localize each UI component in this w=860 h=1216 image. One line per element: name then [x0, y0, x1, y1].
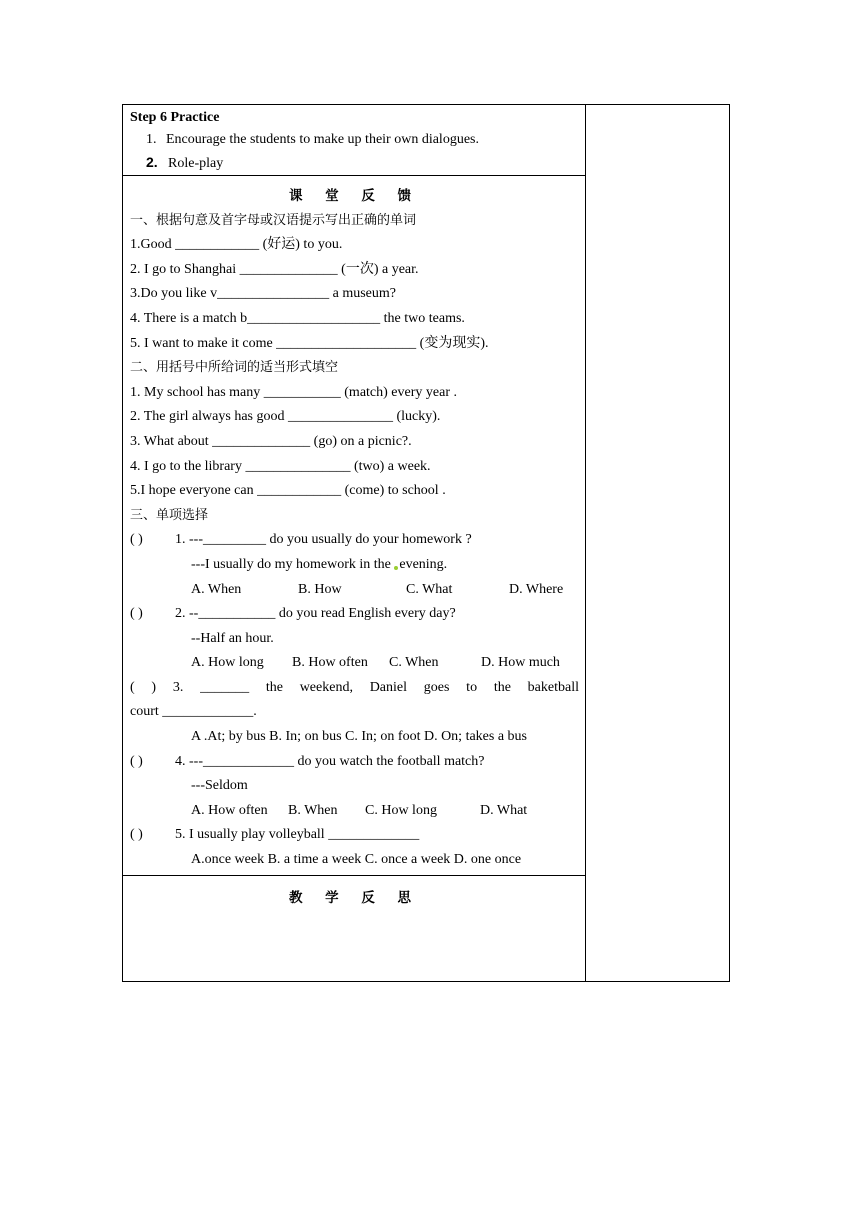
step-cell: [123, 105, 586, 176]
q2-stem: ( ) 2. --___________ do you read English every day?: [130, 606, 456, 622]
part1-item-4: 4. There is a match b___________________ the two teams.: [130, 310, 465, 326]
part2-item-1: 1. My school has many ___________ (match) every year .: [130, 384, 457, 400]
reflection-cell: [123, 875, 586, 981]
part2-title: 二、用括号中所给词的适当形式填空: [130, 360, 339, 376]
part2-item-4: 4. I go to the library _______________ (two) a week.: [130, 458, 431, 474]
q2-options: A. How long B. How often C. When D. How much: [191, 655, 560, 671]
part1-item-5: 5. I want to make it come ____________________ (变为现实).: [130, 335, 489, 351]
q1-stem: ( ) 1. ---_________ do you usually do your homework ?: [130, 532, 472, 548]
part2-item-3: 3. What about ______________ (go) on a picnic?.: [130, 433, 412, 449]
feedback-cell: [123, 176, 586, 876]
q3-stem-line-1: ( ) 3. _______ the weekend, Daniel goes to the baketball: [130, 679, 579, 695]
part1-item-1: 1.Good ____________ (好运) to you.: [130, 237, 343, 253]
step-title: Step 6 Practice: [130, 110, 220, 125]
reflection-heading: 教 学 反 思: [288, 889, 421, 906]
step-item-2: 2. Role-play: [146, 154, 224, 171]
marker-dot-icon: [394, 566, 398, 570]
q5-stem: ( ) 5. I usually play volleyball _____________: [130, 827, 420, 843]
part1-title: 一、根据句意及首字母或汉语提示写出正确的单词: [130, 212, 417, 228]
lesson-plan-table: [122, 104, 730, 982]
part1-item-2: 2. I go to Shanghai ______________ (一次) a year.: [130, 261, 419, 277]
q1-answer: ---I usually do my homework in the evening.: [191, 556, 448, 572]
q5-options: A.once week B. a time a week C. once a week D. one once: [191, 852, 522, 868]
part1-item-3: 3.Do you like v________________ a museum?: [130, 286, 396, 302]
part3-title: 三、单项选择: [130, 507, 209, 523]
side-notes-column: [586, 105, 730, 982]
q4-answer: ---Seldom: [191, 778, 248, 794]
q2-answer: --Half an hour.: [191, 630, 274, 646]
step-item-1: 1. Encourage the students to make up their own dialogues.: [146, 132, 479, 147]
q1-options: A. When B. How C. What D. Where: [191, 581, 564, 597]
q4-options: A. How often B. When C. How long D. What: [191, 802, 528, 818]
q3-options: A .At; by bus B. In; on bus C. In; on foot D. On; takes a bus: [191, 729, 527, 745]
q4-stem: ( ) 4. ---_____________ do you watch the football match?: [130, 753, 485, 769]
part2-item-5: 5.I hope everyone can ____________ (come) to school .: [130, 483, 446, 499]
q3-stem-line-2: court _____________.: [130, 704, 257, 720]
feedback-heading: 课 堂 反 馈: [288, 188, 421, 204]
part2-item-2: 2. The girl always has good _______________ (lucky).: [130, 409, 441, 425]
